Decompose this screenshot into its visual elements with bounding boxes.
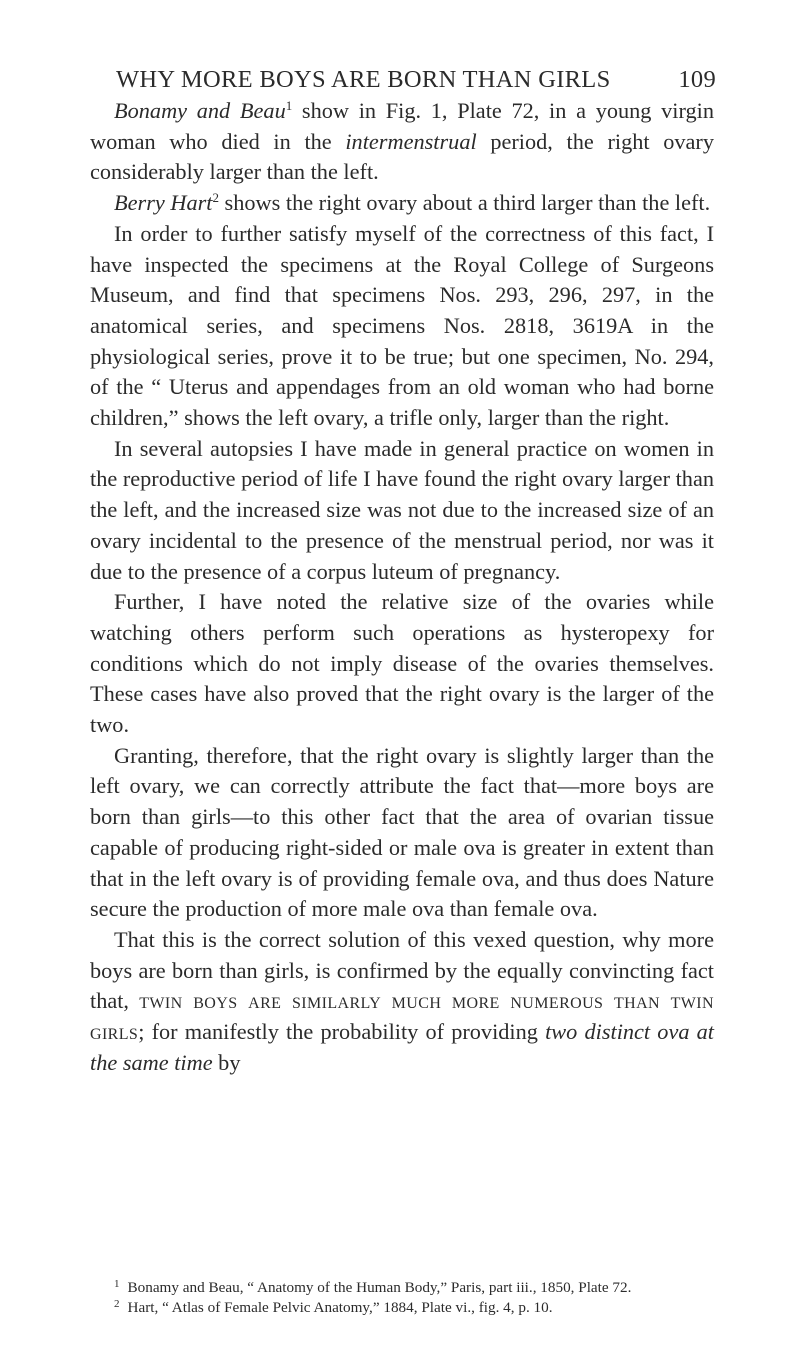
emphasis: two distinct ova at the same time: [90, 1019, 714, 1075]
footnote-1: [90, 1278, 714, 1298]
paragraph-5: Further, I have noted the relative size of the ovaries while watching others perform such operations as hysteropexy for conditions which do not imply disease of the ovaries themselves. These cases have also proved that the right ovary is the larger of the two.: [90, 589, 714, 738]
paragraph-7: [90, 925, 714, 1079]
author-citation: Bonamy and Beau: [114, 98, 286, 123]
paragraph-2: [90, 188, 714, 219]
footnote-number: 2: [114, 1298, 120, 1310]
paragraph-4: In several autopsies I have made in general practice on women in the reproductive period of life I have found the right ovary larger than the left, and the increased size was not due to the increased size of an ovary incidental to the presence of the menstrual period, nor was it due to the presence of a corpus luteum of pregnancy.: [90, 435, 714, 584]
paragraph-3: In order to further satisfy myself of the correctness of this fact, I have inspected the specimens at the Royal College of Surgeons Museum, and find that specimens Nos. 293, 296, 297, in the anatomical series, and specimens Nos. 2818, 3619A in the physiological series, prove it to be true; but one specimen, No. 294, of the “ Uterus and appendages from an old woman who had borne children,” shows the left ovary, a trifle only, larger than the right.: [90, 220, 714, 431]
paragraph-1: [90, 96, 714, 188]
text-run: That this is the correct solution of this vexed question, why more boys are born than girls, is confirmed by the equally convincting fact that,: [90, 926, 714, 1014]
text-run: by: [212, 1049, 241, 1075]
running-title: WHY MORE BOYS ARE BORN THAN GIRLS: [116, 66, 611, 93]
footnote-2: [90, 1298, 714, 1318]
emphasis: intermenstrual: [345, 128, 477, 154]
footnote-number: 1: [114, 1278, 120, 1290]
page-number: 109: [678, 66, 716, 93]
small-caps-phrase: twin boys are similarly much more numerous than twin girls: [90, 988, 714, 1045]
main-text: [90, 96, 714, 1079]
text-run: ; for manifestly the probability of providing: [138, 1019, 546, 1045]
footnote-text: Hart, “ Atlas of Female Pelvic Anatomy,” 1884, Plate vi., fig. 4, p. 10.: [127, 1299, 553, 1316]
text-run: shows the right ovary about a third larger than the left.: [218, 190, 711, 216]
running-header: [116, 66, 716, 94]
footnotes: [90, 1278, 714, 1318]
paragraph-6: Granting, therefore, that the right ovary is slightly larger than the left ovary, we can correctly attribute the fact that—more boys are born than girls—to this other fact that the area of ovarian tissue capable of producing right-sided or male ova is greater in extent than that in the left ovary is of providing female ova, and thus does Nature secure the production of more male ova than female ova.: [90, 742, 714, 922]
author-citation: Berry Hart: [114, 190, 213, 216]
footnote-text: Bonamy and Beau, “ Anatomy of the Human Body,” Paris, part iii., 1850, Plate 72.: [127, 1279, 632, 1296]
footnote-ref: 1: [285, 98, 293, 113]
text-run: show in Fig. 1, Plate 72, in a young virgin woman who died in the: [90, 98, 714, 154]
text-run: period, the right ovary considerably larger than the left.: [90, 128, 714, 185]
footnote-ref: 2: [212, 190, 219, 206]
